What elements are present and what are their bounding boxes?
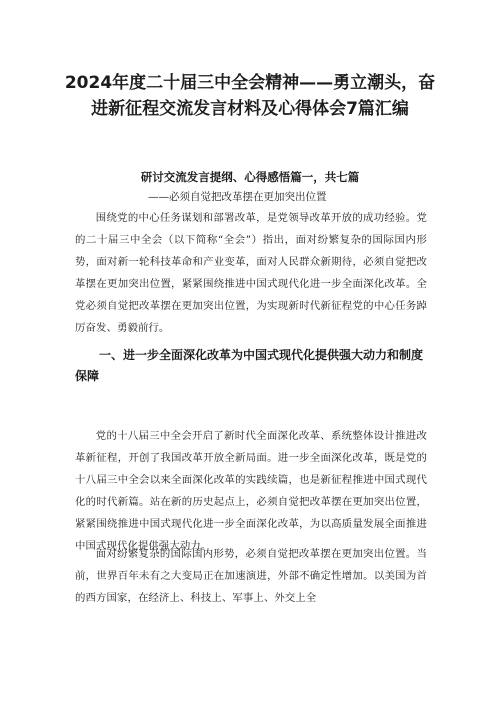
- paragraph-2: 党的十八届三中全会开启了新时代全面深化改革、系统整体设计推进改革新征程，开创了我国改革开放全新局面。进一步全面深化改革，既是党的十八届三中全会以来全面深化改革的实践续篇，也是新征程推进中国式现代化的时代新篇。站在新的历史起点上，必须自觉把改革摆在更加突出位置，紧紧围绕推进中国式现代化进一步全面深化改革，为以高质量发展全面推进中国式现代化提供强大动力。: [75, 430, 427, 552]
- document-title: 2024年度二十届三中全会精神——勇立潮头，奋进新征程交流发言材料及心得体会7篇汇编: [64, 73, 436, 119]
- section-title: 研讨交流发言提纲、心得感悟篇一，共七篇: [140, 170, 360, 184]
- paragraph-1: 围绕党的中心任务谋划和部署改革，是党领导改革开放的成功经验。党的二十届三中全会（以下简称“全会”）指出，面对纷繁复杂的国际国内形势，面对新一轮科技革命和产业变革，面对人民群众新期待，必须自觉把改革摆在更加突出位置，紧紧围绕推进中国式现代化进一步全面深化改革。全党必须自觉把改革摆在更加突出位置，为实现新时代新征程党的中心任务踔厉奋发、勇毅前行。: [75, 212, 427, 334]
- heading-1: 一、进一步全面深化改革为中国式现代化提供强大动力和制度保障: [75, 348, 424, 383]
- section-subtitle: ——必须自觉把改革摆在更加突出位置: [148, 191, 327, 203]
- paragraph-3: 面对纷繁复杂的国际国内形势，必须自觉把改革摆在更加突出位置。当前，世界百年未有之大变局正在加速演进，外部不确定性增加。以美国为首的西方国家，在经济上、科技上、军事上、外交上全: [75, 548, 427, 604]
